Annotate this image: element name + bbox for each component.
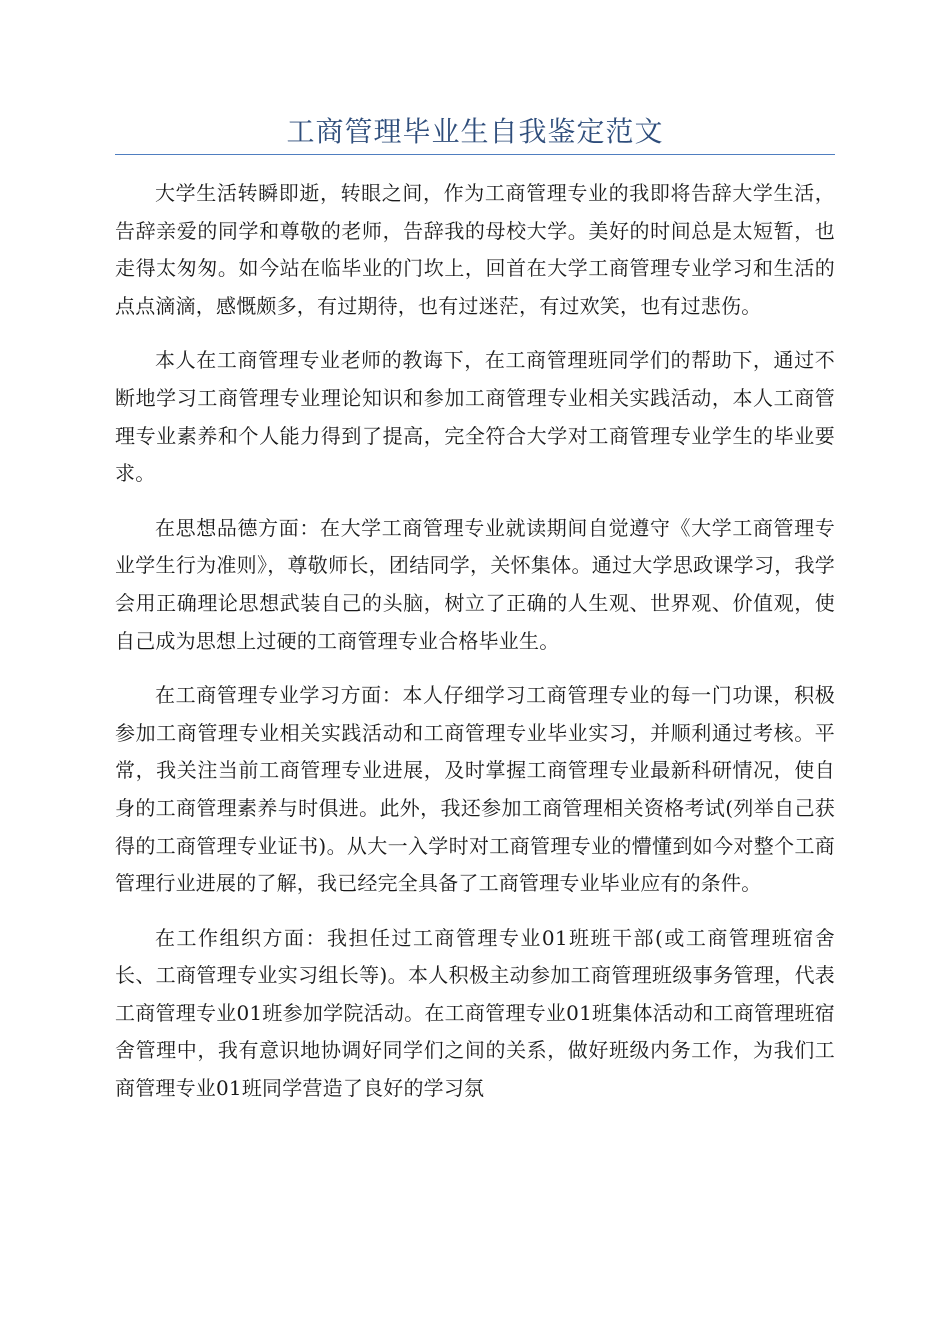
title-underline bbox=[115, 154, 835, 155]
paragraph-summary: 本人在工商管理专业老师的教诲下，在工商管理班同学们的帮助下，通过不断地学习工商管理专业理论知识和参加工商管理专业相关实践活动，本人工商管理专业素养和个人能力得到了提高，完全符合大学对工商管理专业学生的毕业要求。 bbox=[115, 348, 835, 486]
document-body bbox=[115, 175, 835, 1125]
document-title: 工商管理毕业生自我鉴定范文 bbox=[286, 115, 664, 148]
paragraph-ideology: 在思想品德方面：在大学工商管理专业就读期间自觉遵守《大学工商管理专业学生行为准则》，尊敬师长，团结同学，关怀集体。通过大学思政课学习，我学会用正确理论思想武装自己的头脑，树立了正确的人生观、世界观、价值观，使自己成为思想上过硬的工商管理专业合格毕业生。 bbox=[115, 515, 835, 653]
paragraph-intro: 大学生活转瞬即逝，转眼之间，作为工商管理专业的我即将告辞大学生活，告辞亲爱的同学和尊敬的老师，告辞我的母校大学。美好的时间总是太短暂，也走得太匆匆。如今站在临毕业的门坎上，回首在大学工商管理专业学习和生活的点点滴滴，感慨颇多，有过期待，也有过迷茫，有过欢笑，也有过悲伤。 bbox=[115, 181, 835, 318]
paragraph-work: 在工作组织方面：我担任过工商管理专业01班班干部(或工商管理班宿舍长、工商管理专业实习组长等)。本人积极主动参加工商管理班级事务管理，代表工商管理专业01班参加学院活动。在工商管理专业01班集体活动和工商管理班宿舍管理中，我有意识地协调好同学们之间的关系，做好班级内务工作，为我们工商管理专业01班同学营造了良好的学习氛 bbox=[115, 925, 835, 1101]
paragraph-study: 在工商管理专业学习方面：本人仔细学习工商管理专业的每一门功课，积极参加工商管理专业相关实践活动和工商管理专业毕业实习，并顺利通过考核。平常，我关注当前工商管理专业进展，及时掌握工商管理专业最新科研情况，使自身的工商管理素养与时俱进。此外，我还参加工商管理相关资格考试(列举自己获得的工商管理专业证书)。从大一入学时对工商管理专业的懵懂到如今对整个工商管理行业进展的了解，我已经完全具备了工商管理专业毕业应有的条件。 bbox=[115, 683, 835, 896]
